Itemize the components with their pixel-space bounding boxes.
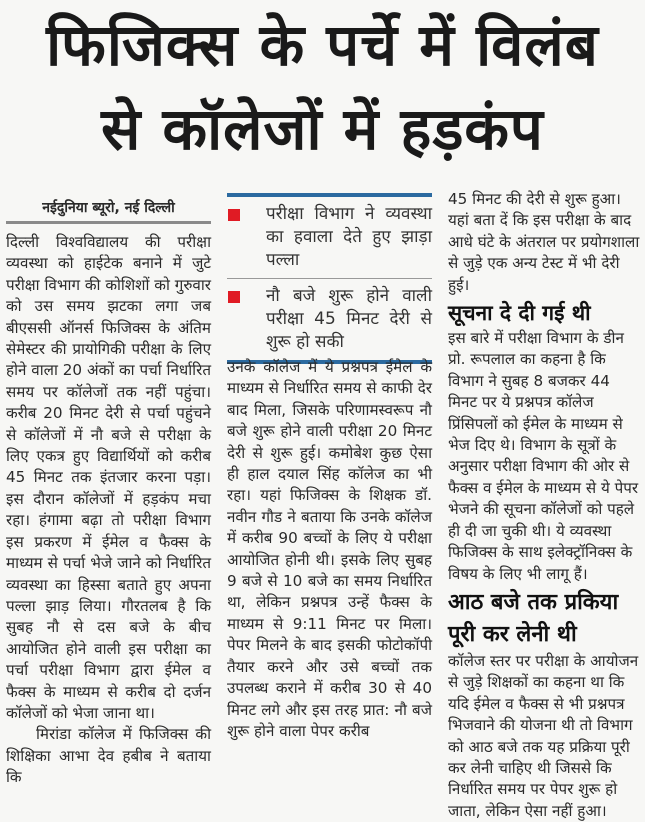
highlight-text: नौ बजे शुरू होने वाली परीक्षा 45 मिनट देरी से शुरू हो सकी	[266, 286, 432, 352]
highlight-item	[227, 197, 432, 278]
headline-line-1: फिजिक्स के पर्चे में विलंब	[46, 11, 599, 79]
article-column-3	[448, 189, 643, 822]
article-paragraph: उनके कॉलेज में ये प्रश्नपत्र ईमेल के माध्यम से निर्धारित समय से काफी देर बाद मिला, जिसके परिणामस्वरूप नौ बजे शुरू होने वाली परीक्षा 20 मिनट देरी से शुरू हुई। कमोबेश कुछ ऐसा ही हाल दयाल सिंह कॉलेज का भी रहा। यहां फिजिक्स के शिक्षक डॉ. नवीन गौड ने बताया कि उनके कॉलेज में करीब 90 बच्चों के लिए ये परीक्षा आयोजित होनी थी। इसके लिए सुबह 9 बजे से 10 बजे का समय निर्धारित था, लेकिन प्रश्नपत्र उन्हें फैक्स के माध्यम से 9:11 मिनट पर मिला। पेपर मिलने के बाद इसकी फोटोकॉपी तैयार करने और उसे बच्चों तक उपलब्ध कराने में करीब 30 से 40 मिनट लगे और इस तरह प्रात: नौ बजे शुरू होने वाला पेपर करीब	[227, 358, 432, 740]
red-square-bullet-icon	[228, 209, 240, 221]
red-square-bullet-icon	[228, 291, 240, 303]
highlights-box	[227, 193, 432, 364]
byline: नईदुनिया ब्यूरो, नई दिल्ली	[6, 197, 211, 224]
subheading: आठ बजे तक प्रकिया पूरी कर लेनी थी	[448, 589, 619, 647]
article-paragraph: 45 मिनट की देरी से शुरू हुआ। यहां बता दें कि इस परीक्षा के बाद आधे घंटे के अंतराल पर प्रयोगशाला से जुड़े एक अन्य टेस्ट में भी देरी हुई।	[448, 190, 640, 294]
highlight-text: परीक्षा विभाग ने व्यवस्था का हवाला देते हुए झाड़ा पल्ला	[266, 204, 432, 270]
subheading: सूचना दे दी गई थी	[448, 301, 591, 326]
article-paragraph: कॉलेज स्तर पर परीक्षा के आयोजन से जुड़े शिक्षकों का कहना था कि यदि ईमेल व फैक्स से भी प्रश्नपत्र भिजवाने की योजना थी तो विभाग को आठ बजे तक यह प्रक्रिया पूरी कर लेनी चाहिए थी जिससे कि निर्धारित समय पर पेपर शुरू हो जाता, लेकिन ऐसा नहीं हुआ।	[448, 651, 639, 820]
article-paragraph: दिल्ली विश्वविद्यालय की परीक्षा व्यवस्था को हाईटेक बनाने में जुटे परीक्षा विभाग की कोशिशों को गुरुवार को उस समय झटका लगा जब बीएससी ऑनर्स फिजिक्स के अंतिम सेमेस्टर की प्रायोगिकी परीक्षा के लिए होने वाला 20 अंकों का पर्चा निर्धारित समय पर कॉलेजों तक नहीं पहुंचा। करीब 20 मिनट देरी से पर्चा पहुंचने से कॉलेजों में नौ बजे से परीक्षा के लिए एकत्र हुए विद्यार्थियों को करीब 45 मिनट तक इंतजार करना पड़ा। इस दौरान कॉलेजों में हड़कंप मचा रहा। हंगामा बढ़ा तो परीक्षा विभाग इस प्रकरण में ईमेल व फैक्स के माध्यम से पर्चा भेजे जाने को निर्धारित व्यवस्था का हिस्सा बताते हुए अपना पल्ला झाड़ लिया। गौरतलब है कि सुबह नौ से दस बजे के बीच आयोजित होने वाली इस परीक्षा का पर्चा परीक्षा विभाग द्वारा ईमेल व फैक्स के माध्यम से करीब दो दर्जन कॉलेजों को भेजा जाना था।	[6, 233, 211, 722]
article-paragraph: मिरांडा कॉलेज में फिजिक्स की शिक्षिका आभा देव हबीब ने बताया कि	[6, 725, 211, 787]
article-column-1	[6, 197, 211, 789]
article-column-2	[227, 357, 432, 742]
headline-line-2: से कॉलेजों में हड़कंप	[101, 95, 544, 163]
highlight-item	[227, 278, 432, 360]
article-paragraph: इस बारे में परीक्षा विभाग के डीन प्रो. रूपलाल का कहना है कि विभाग ने सुबह 8 बजकर 44 मिनट पर ये प्रश्नपत्र कॉलेज प्रिंसिपलों को ईमेल के माध्यम से भेज दिए थे। विभाग के सूत्रों के अनुसार परीक्षा विभाग की ओर से फैक्स व ईमेल के माध्यम से ये पेपर भेजने की सूचना कॉलेजों को पहले ही दी जा चुकी थी। ये व्यवस्था फिजिक्स के साथ इलेक्ट्रॉनिक्स के विषय के लिए भी लागू हैं।	[448, 329, 639, 583]
